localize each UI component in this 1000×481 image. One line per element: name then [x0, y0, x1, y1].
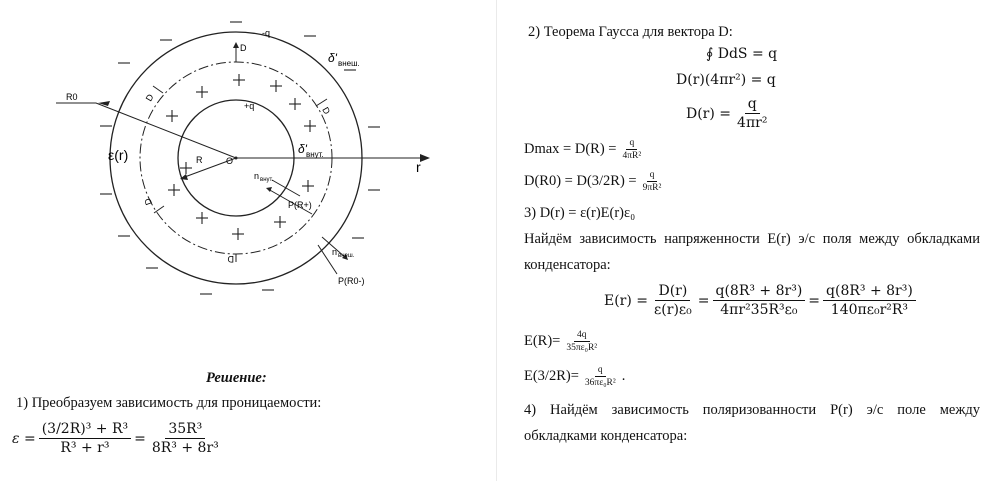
gauss-sphere: D(r)(4πr²) = q [676, 72, 776, 88]
label-p-r0minus: P(R0-) [338, 276, 365, 286]
epsilon-equation: ε = $\frac{\text{(3/2R)³ + R³}}{\text{R³ + r³}}$ = $\frac{\text{35R³}}{\text{8R³ + 8r³}}$ [12, 421, 225, 456]
er-equation: E(r) = $\frac{D(r)}{\text{ε(r)ε₀}}$ = $\frac{\text{q(8R³ + 8r³)}}{\text{4πr²35R³ε₀}}$ = $\frac{\text{q(8R³ + 8r³)}}{\text{140πε₀r²R³}}$ [604, 283, 919, 318]
r0-arrow [98, 101, 110, 106]
step4-line2: обкладками конденсатора: [524, 428, 688, 444]
label-o: O [226, 156, 234, 166]
label-d-top: D [240, 43, 247, 53]
label-r: R [196, 155, 203, 165]
step3-text: 3) D(r) = ε(r)E(r)ε₀ [524, 205, 636, 221]
label-delta-int: δ' [298, 142, 307, 156]
label-delta-int-sub: внут. [306, 150, 324, 159]
label-r-axis: r [416, 159, 421, 175]
step4-line1: 4) Найдём зависимость поляризованности P(r) э/с поле между [524, 402, 980, 418]
label-minus-q: -q [262, 28, 271, 38]
label-d-left-bottom: D [142, 196, 155, 207]
label-plus-q: +q [244, 101, 255, 111]
label-n-int: n [254, 171, 260, 181]
label-d-bottom: D [227, 254, 234, 264]
r0-leader-line [56, 103, 236, 158]
e32-value: E(3/2R)= $\frac{q}{\text{36πε₀R²}}$ . [524, 365, 626, 388]
capacitor-diagram [0, 0, 496, 360]
step2-text: 2) Теорема Гаусса для вектора D: [528, 24, 733, 40]
para1-line1: Найдём зависимость напряженности E(r) э/с поля между обкладками [524, 231, 980, 247]
eq1-frac2: $\frac{\text{35R³}}{\text{8R³ + 8r³}}$ [151, 421, 219, 456]
step1-text: 1) Преобразуем зависимость для проницаемости: [16, 395, 322, 411]
label-d-right: D [320, 105, 333, 117]
label-n-int-sub: внут. [260, 177, 274, 183]
label-p-rplus: P(R+) [288, 200, 312, 210]
label-n-ext: n [332, 247, 338, 257]
r-axis-arrow [420, 154, 430, 162]
eq1-lhs: ε = [12, 430, 36, 447]
dr0-line: D(R0) = D(3/2R) = $\frac{q}{\text{9πR²}}$ [524, 170, 662, 193]
column-divider [496, 0, 497, 481]
label-d-left-top: D [143, 92, 156, 103]
dmax-line: Dmax = D(R) = $\frac{q}{\text{4πR²}}$ [524, 138, 642, 161]
label-n-ext-sub: внеш. [338, 253, 355, 259]
gauss-result: D(r) = $\frac{q}{\text{4πr²}}$ [686, 96, 768, 131]
label-delta-ext-sub: внеш. [338, 59, 360, 68]
para1-line2: конденсатора: [524, 257, 611, 273]
label-delta-ext: δ' [328, 51, 337, 65]
label-r0: R0 [66, 92, 78, 102]
label-eps: ε(r) [108, 147, 129, 163]
eq1-frac1: $\frac{\text{(3/2R)³ + R³}}{\text{R³ + r³}}$ [39, 421, 131, 456]
gauss-integral: ∮ DdS = q [706, 46, 778, 62]
er-value: E(R)= $\frac{4q}{\text{35πε₀R²}}$ [524, 330, 598, 353]
solution-heading: Решение: [206, 370, 267, 386]
